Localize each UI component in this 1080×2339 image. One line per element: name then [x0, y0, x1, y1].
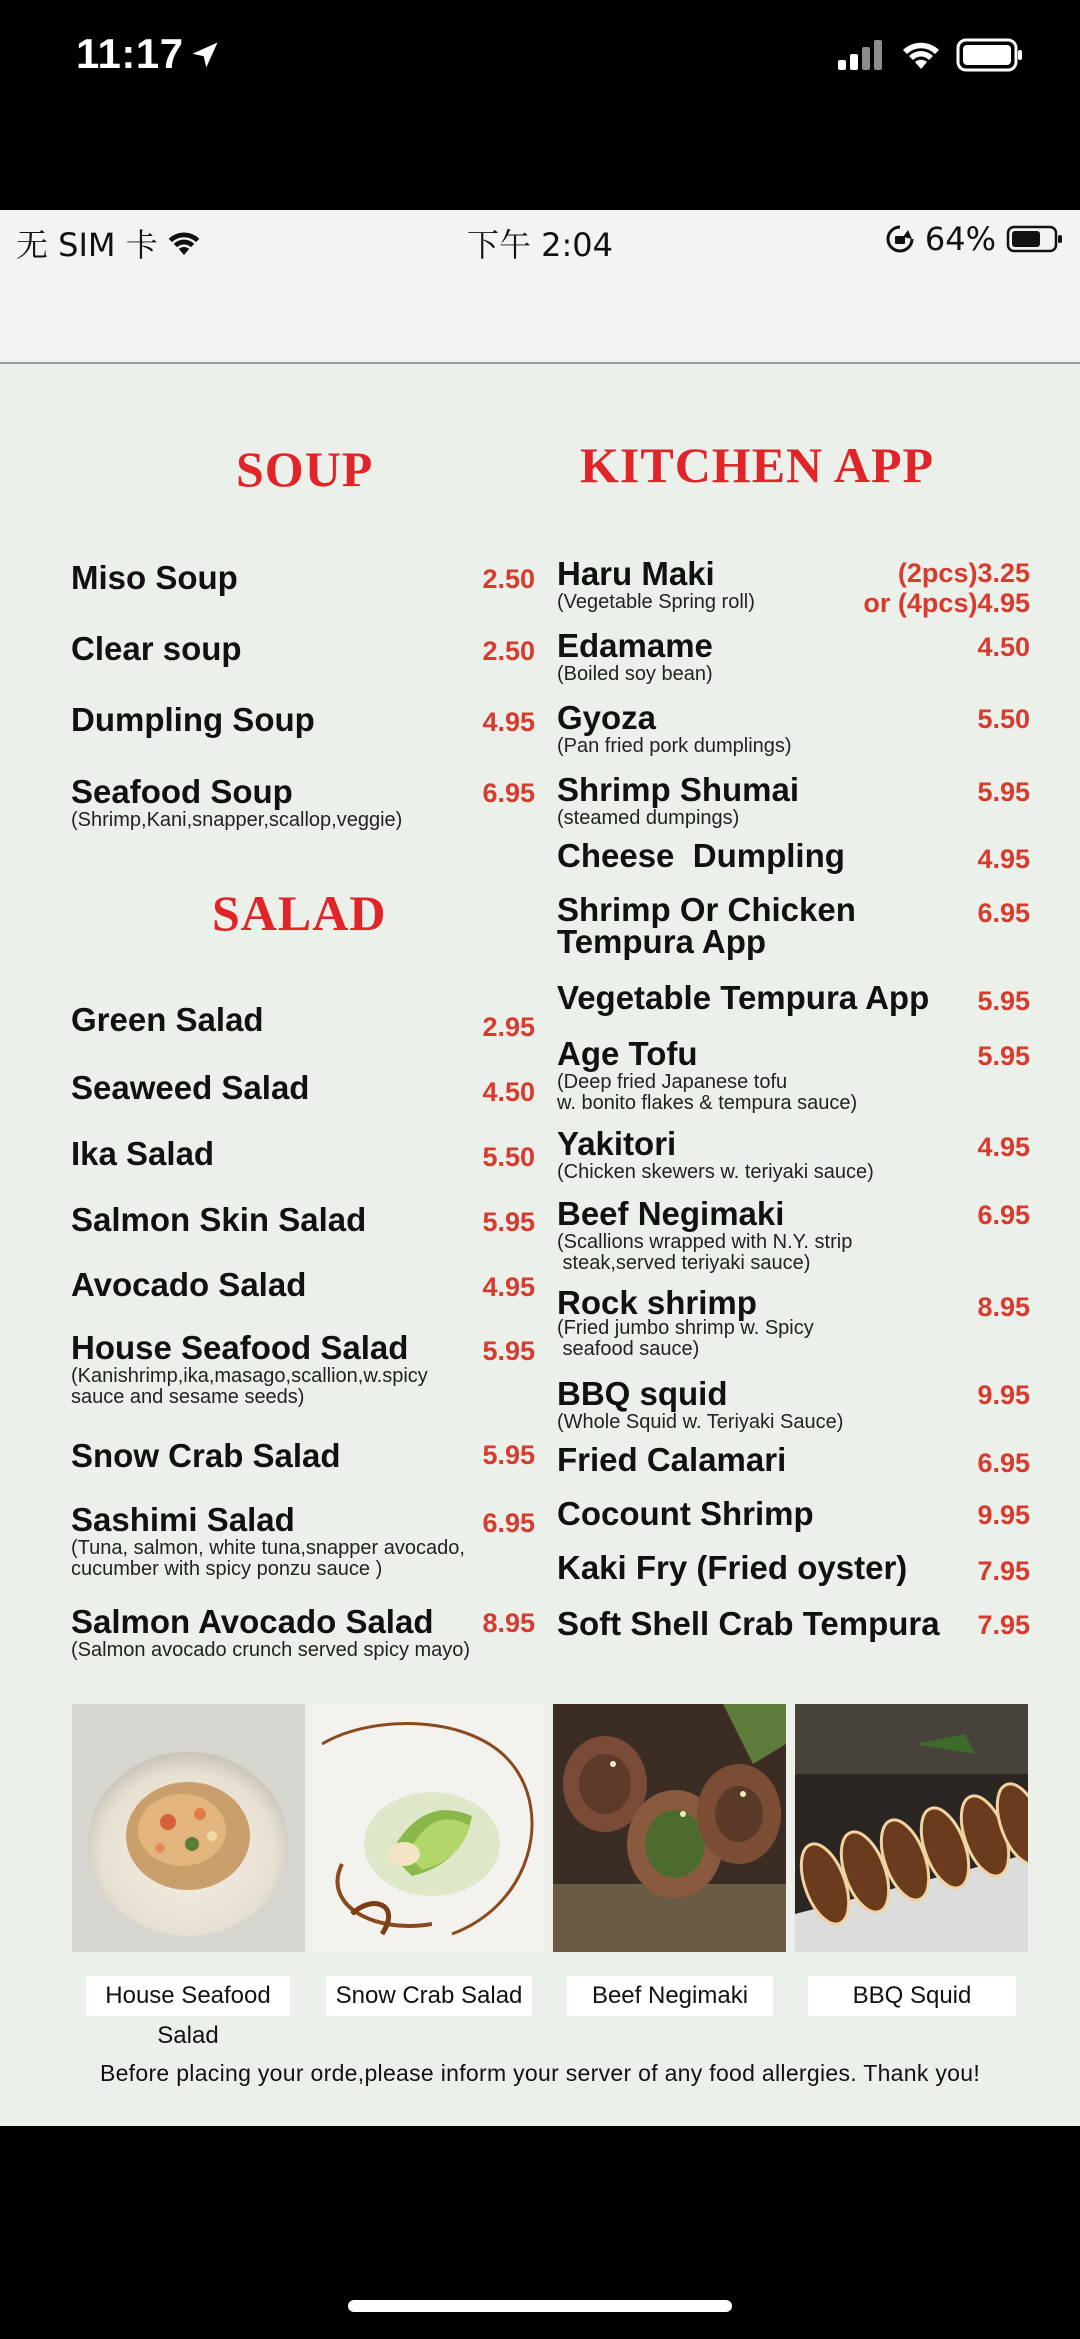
- menu-item-snow-crab-salad: [71, 1438, 341, 1474]
- menu-item-fried-calamari: [557, 1442, 786, 1478]
- price: 6.95: [977, 1200, 1030, 1230]
- beef-negimaki-photo: [553, 1704, 786, 1952]
- menu-item-seafood-soup: [71, 774, 402, 831]
- home-indicator[interactable]: [348, 2300, 732, 2312]
- price: 6.95: [977, 898, 1030, 928]
- photo-caption: Beef Negimaki: [567, 1976, 773, 2016]
- item-description: seafood sauce): [557, 1338, 700, 1360]
- price: 5.95: [977, 986, 1030, 1016]
- price: 5.95: [482, 1336, 535, 1366]
- item-name: Fried Calamari: [557, 1441, 787, 1478]
- price: 6.95: [977, 1448, 1030, 1478]
- price: 9.95: [977, 1500, 1030, 1530]
- item-name: Cheese Dumpling: [557, 837, 845, 874]
- item-name: Salmon Avocado Salad: [71, 1603, 434, 1640]
- item-name: Haru Maki: [557, 555, 715, 592]
- orientation-lock-icon: [885, 224, 915, 254]
- item-description: (Whole Squid w. Teriyaki Sauce): [557, 1411, 844, 1433]
- house-seafood-salad-photo: [72, 1704, 305, 1952]
- price: 4.95: [977, 1132, 1030, 1162]
- menu-item-cheese-dumpling: [557, 838, 845, 874]
- item-name: Beef Negimaki: [557, 1195, 785, 1232]
- wifi-icon: [900, 39, 942, 71]
- item-description: (Scallions wrapped with N.Y. strip: [557, 1231, 853, 1253]
- cellular-signal-icon: [838, 40, 886, 70]
- item-name: Yakitori: [557, 1125, 677, 1162]
- menu-item-beef-negimaki: [557, 1196, 852, 1274]
- item-description: (Vegetable Spring roll): [557, 591, 755, 613]
- screenshot-status-bar: [0, 210, 1080, 272]
- price: 5.95: [977, 1041, 1030, 1071]
- price: 2.50: [482, 636, 535, 666]
- item-name: Soft Shell Crab Tempura: [557, 1605, 940, 1642]
- menu-item-miso-soup: [71, 560, 238, 596]
- item-description: w. bonito flakes & tempura sauce): [557, 1092, 858, 1114]
- menu-item-sashimi-salad: [71, 1502, 465, 1580]
- item-name: Snow Crab Salad: [71, 1437, 341, 1474]
- allergy-notice: Before placing your orde,please inform your server of any food allergies. Thank you!: [99, 2060, 981, 2086]
- status-time: 11:17: [76, 30, 184, 77]
- price: 2.95: [482, 1012, 535, 1042]
- price: or (4pcs)4.95: [863, 588, 1030, 618]
- price: 6.95: [482, 778, 535, 808]
- item-name: Green Salad: [71, 1001, 264, 1038]
- bbq-squid-photo: [795, 1704, 1028, 1952]
- item-name: Shrimp Or Chicken: [557, 891, 856, 928]
- menu-item-ika-salad: [71, 1136, 214, 1172]
- item-name: Clear soup: [71, 630, 242, 667]
- item-name: Kaki Fry (Fried oyster): [557, 1549, 908, 1586]
- item-name: Shrimp Shumai: [557, 771, 800, 808]
- snow-crab-salad-photo: [312, 1704, 545, 1952]
- item-description: (Fried jumbo shrimp w. Spicy: [557, 1317, 814, 1339]
- salad-title: SALAD: [212, 885, 387, 941]
- price: 2.50: [482, 564, 535, 594]
- battery-icon: [1006, 224, 1064, 254]
- item-description: sauce and sesame seeds): [71, 1386, 305, 1408]
- price: 4.50: [977, 632, 1030, 662]
- item-name: Cocount Shrimp: [557, 1495, 814, 1532]
- item-name: Avocado Salad: [71, 1266, 307, 1303]
- item-description: cucumber with spicy ponzu sauce ): [71, 1558, 383, 1580]
- price: 9.95: [977, 1380, 1030, 1410]
- menu-item-gyoza: [557, 700, 792, 757]
- price: 4.95: [482, 1272, 535, 1302]
- phone-status-bar: [0, 0, 1080, 210]
- item-name: Seafood Soup: [71, 773, 293, 810]
- menu-item-age-tofu: [557, 1036, 857, 1114]
- menu-item-seaweed-salad: [71, 1070, 309, 1106]
- menu-item-kaki-fry: [557, 1550, 907, 1586]
- nav-bar: [0, 272, 1080, 364]
- item-description: (Pan fried pork dumplings): [557, 735, 792, 757]
- menu-item-bbq-squid: [557, 1376, 843, 1433]
- menu-item-cocount-shrimp: [557, 1496, 814, 1532]
- item-description: (steamed dumpings): [557, 807, 740, 829]
- menu-item-soft-shell-crab: [557, 1606, 940, 1642]
- item-name: Sashimi Salad: [71, 1501, 295, 1538]
- item-name: Edamame: [557, 627, 713, 664]
- soup-title: SOUP: [236, 441, 374, 497]
- photo-caption: House Seafood Salad: [86, 1976, 290, 2016]
- menu-item-haru-maki: [557, 556, 755, 613]
- battery-icon: [956, 38, 1024, 72]
- location-arrow-icon: [190, 40, 220, 70]
- battery-percent: 64%: [924, 220, 996, 258]
- item-description: (Tuna, salmon, white tuna,snapper avocado,: [71, 1537, 465, 1559]
- item-name: Miso Soup: [71, 559, 238, 596]
- item-name: Rock shrimp: [557, 1284, 757, 1321]
- menu-item-rock-shrimp: [557, 1284, 814, 1360]
- menu-item-shrimp-shumai: [557, 772, 799, 829]
- item-description: steak,served teriyaki sauce): [557, 1252, 811, 1274]
- menu-item-shrimp-chicken-tempura: [557, 891, 856, 960]
- price: (2pcs)3.25: [897, 558, 1030, 588]
- item-description: (Salmon avocado crunch served spicy mayo): [71, 1639, 471, 1661]
- price: 5.95: [482, 1207, 535, 1237]
- item-description: (Kanishrimp,ika,masago,scallion,w.spicy: [71, 1365, 428, 1387]
- price: 5.50: [977, 704, 1030, 734]
- price: 5.95: [482, 1440, 535, 1470]
- menu-item-avocado-salad: [71, 1267, 306, 1303]
- item-name: House Seafood Salad: [71, 1329, 409, 1366]
- menu-item-salmon-avocado-salad: [71, 1604, 470, 1661]
- item-description: (Chicken skewers w. teriyaki sauce): [557, 1161, 874, 1183]
- item-name: Age Tofu: [557, 1035, 698, 1072]
- price: 4.95: [482, 707, 535, 737]
- item-name: BBQ squid: [557, 1375, 728, 1412]
- item-description: (Shrimp,Kani,snapper,scallop,veggie): [71, 809, 403, 831]
- item-name: Salmon Skin Salad: [71, 1201, 367, 1238]
- item-name: Ika Salad: [71, 1135, 215, 1172]
- item-description: (Boiled soy bean): [557, 663, 713, 685]
- item-name: Gyoza: [557, 699, 657, 736]
- item-name: Dumpling Soup: [71, 701, 315, 738]
- item-name: Tempura App: [557, 923, 767, 960]
- price: 8.95: [977, 1292, 1030, 1322]
- menu-item-salmon-skin-salad: [71, 1202, 366, 1238]
- menu-item-edamame: [557, 628, 713, 685]
- menu-item-vegetable-tempura: [557, 980, 929, 1016]
- price: 5.95: [977, 777, 1030, 807]
- price: 6.95: [482, 1508, 535, 1538]
- menu-item-house-seafood-salad: [71, 1330, 428, 1408]
- photo-caption: BBQ Squid: [808, 1976, 1016, 2016]
- price: 5.50: [482, 1142, 535, 1172]
- item-description: (Deep fried Japanese tofu: [557, 1071, 788, 1093]
- menu-item-clear-soup: [71, 631, 242, 667]
- kitchen-app-title: KITCHEN APP: [580, 437, 935, 493]
- price: 4.95: [977, 844, 1030, 874]
- price: 8.95: [482, 1608, 535, 1638]
- item-name: Vegetable Tempura App: [557, 979, 930, 1016]
- price: 7.95: [977, 1556, 1030, 1586]
- carrier-label: 无 SIM 卡: [16, 226, 158, 264]
- photo-caption: Snow Crab Salad: [326, 1976, 532, 2016]
- price: 4.50: [482, 1077, 535, 1107]
- item-name: Seaweed Salad: [71, 1069, 310, 1106]
- price: 7.95: [977, 1610, 1030, 1640]
- status-time-inner: 下午 2:04: [466, 226, 614, 264]
- menu-item-dumpling-soup: [71, 702, 315, 738]
- menu-item-green-salad: [71, 1002, 264, 1038]
- menu-item-yakitori: [557, 1126, 874, 1183]
